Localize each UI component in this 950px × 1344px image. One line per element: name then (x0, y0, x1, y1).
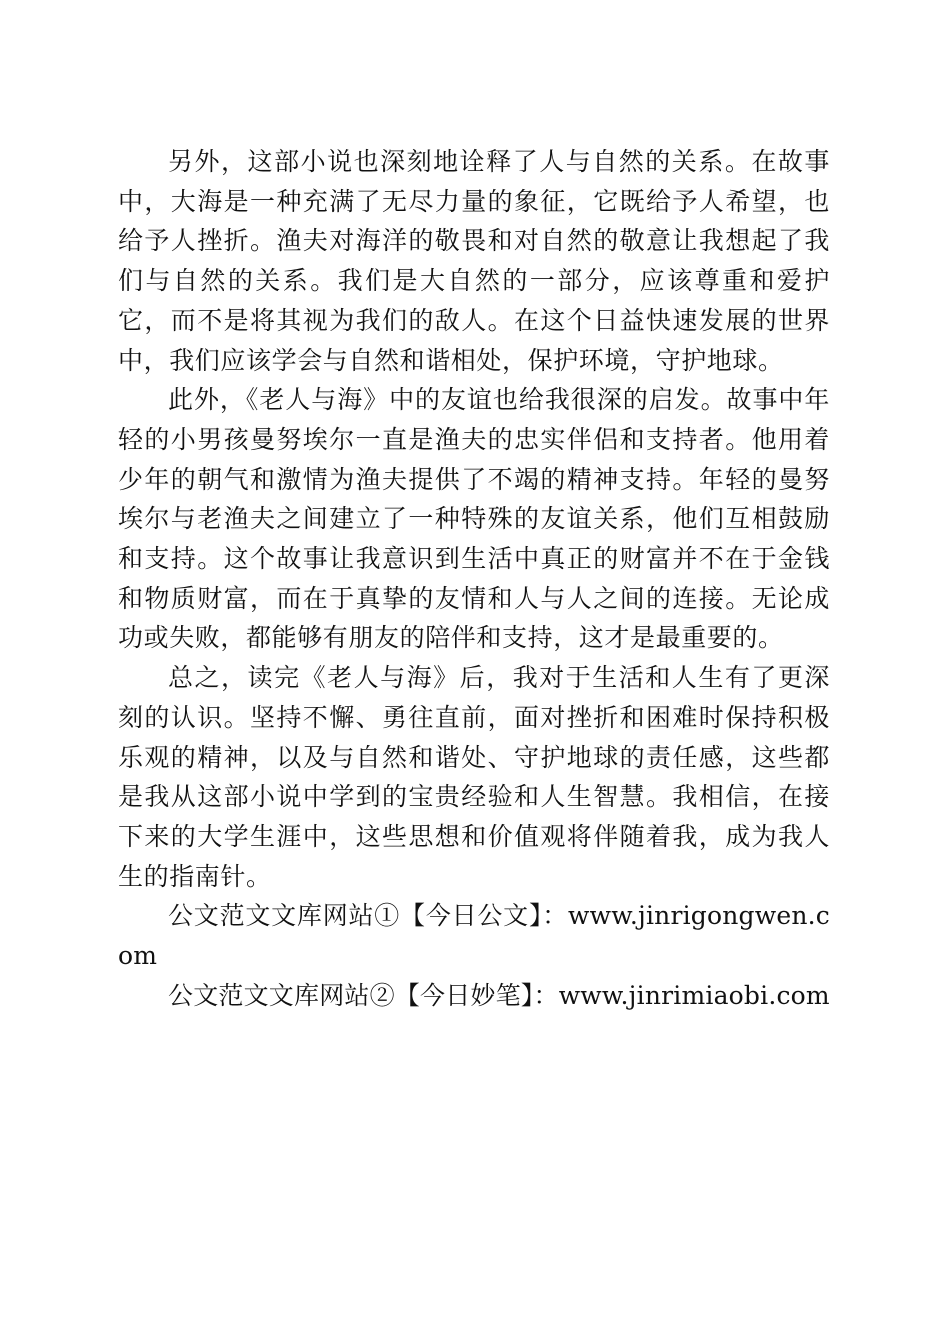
paragraph-friendship: 此外，《老人与海》中的友谊也给我很深的启发。故事中年轻的小男孩曼努埃尔一直是渔夫的忠实伴侣和支持者。他用着少年的朝气和激情为渔夫提供了不竭的精神支持。年轻的曼努埃尔与老渔夫之间建立了一种特殊的友谊关系，他们互相鼓励和支持。这个故事让我意识到生活中真正的财富并不在于金钱和物质财富，而在于真挚的友情和人与人之间的连接。无论成功或失败，都能够有朋友的陪伴和支持，这才是最重要的。 (118, 385, 830, 653)
document-body (118, 142, 830, 1015)
website-link-jinrigongwen[interactable]: 公文范文文库网站①【今日公文】：www.jinrigongwen.com (118, 901, 830, 971)
paragraph-conclusion: 总之，读完《老人与海》后，我对于生活和人生有了更深刻的认识。坚持不懈、勇往直前，面对挫折和困难时保持积极乐观的精神，以及与自然和谐处、守护地球的责任感，这些都是我从这部小说中学到的宝贵经验和人生智慧。我相信，在接下来的大学生涯中，这些思想和价值观将伴随着我，成为我人生的指南针。 (118, 663, 830, 891)
paragraph-nature: 另外，这部小说也深刻地诠释了人与自然的关系。在故事中，大海是一种充满了无尽力量的象征，它既给予人希望，也给予人挫折。渔夫对海洋的敬畏和对自然的敬意让我想起了我们与自然的关系。我们是大自然的一部分，应该尊重和爱护它，而不是将其视为我们的敌人。在这个日益快速发展的世界中，我们应该学会与自然和谐相处，保护环境，守护地球。 (118, 147, 830, 375)
website-link-jinrimiaobi[interactable]: 公文范文文库网站②【今日妙笔】：www.jinrimiaobi.com (168, 980, 830, 1010)
